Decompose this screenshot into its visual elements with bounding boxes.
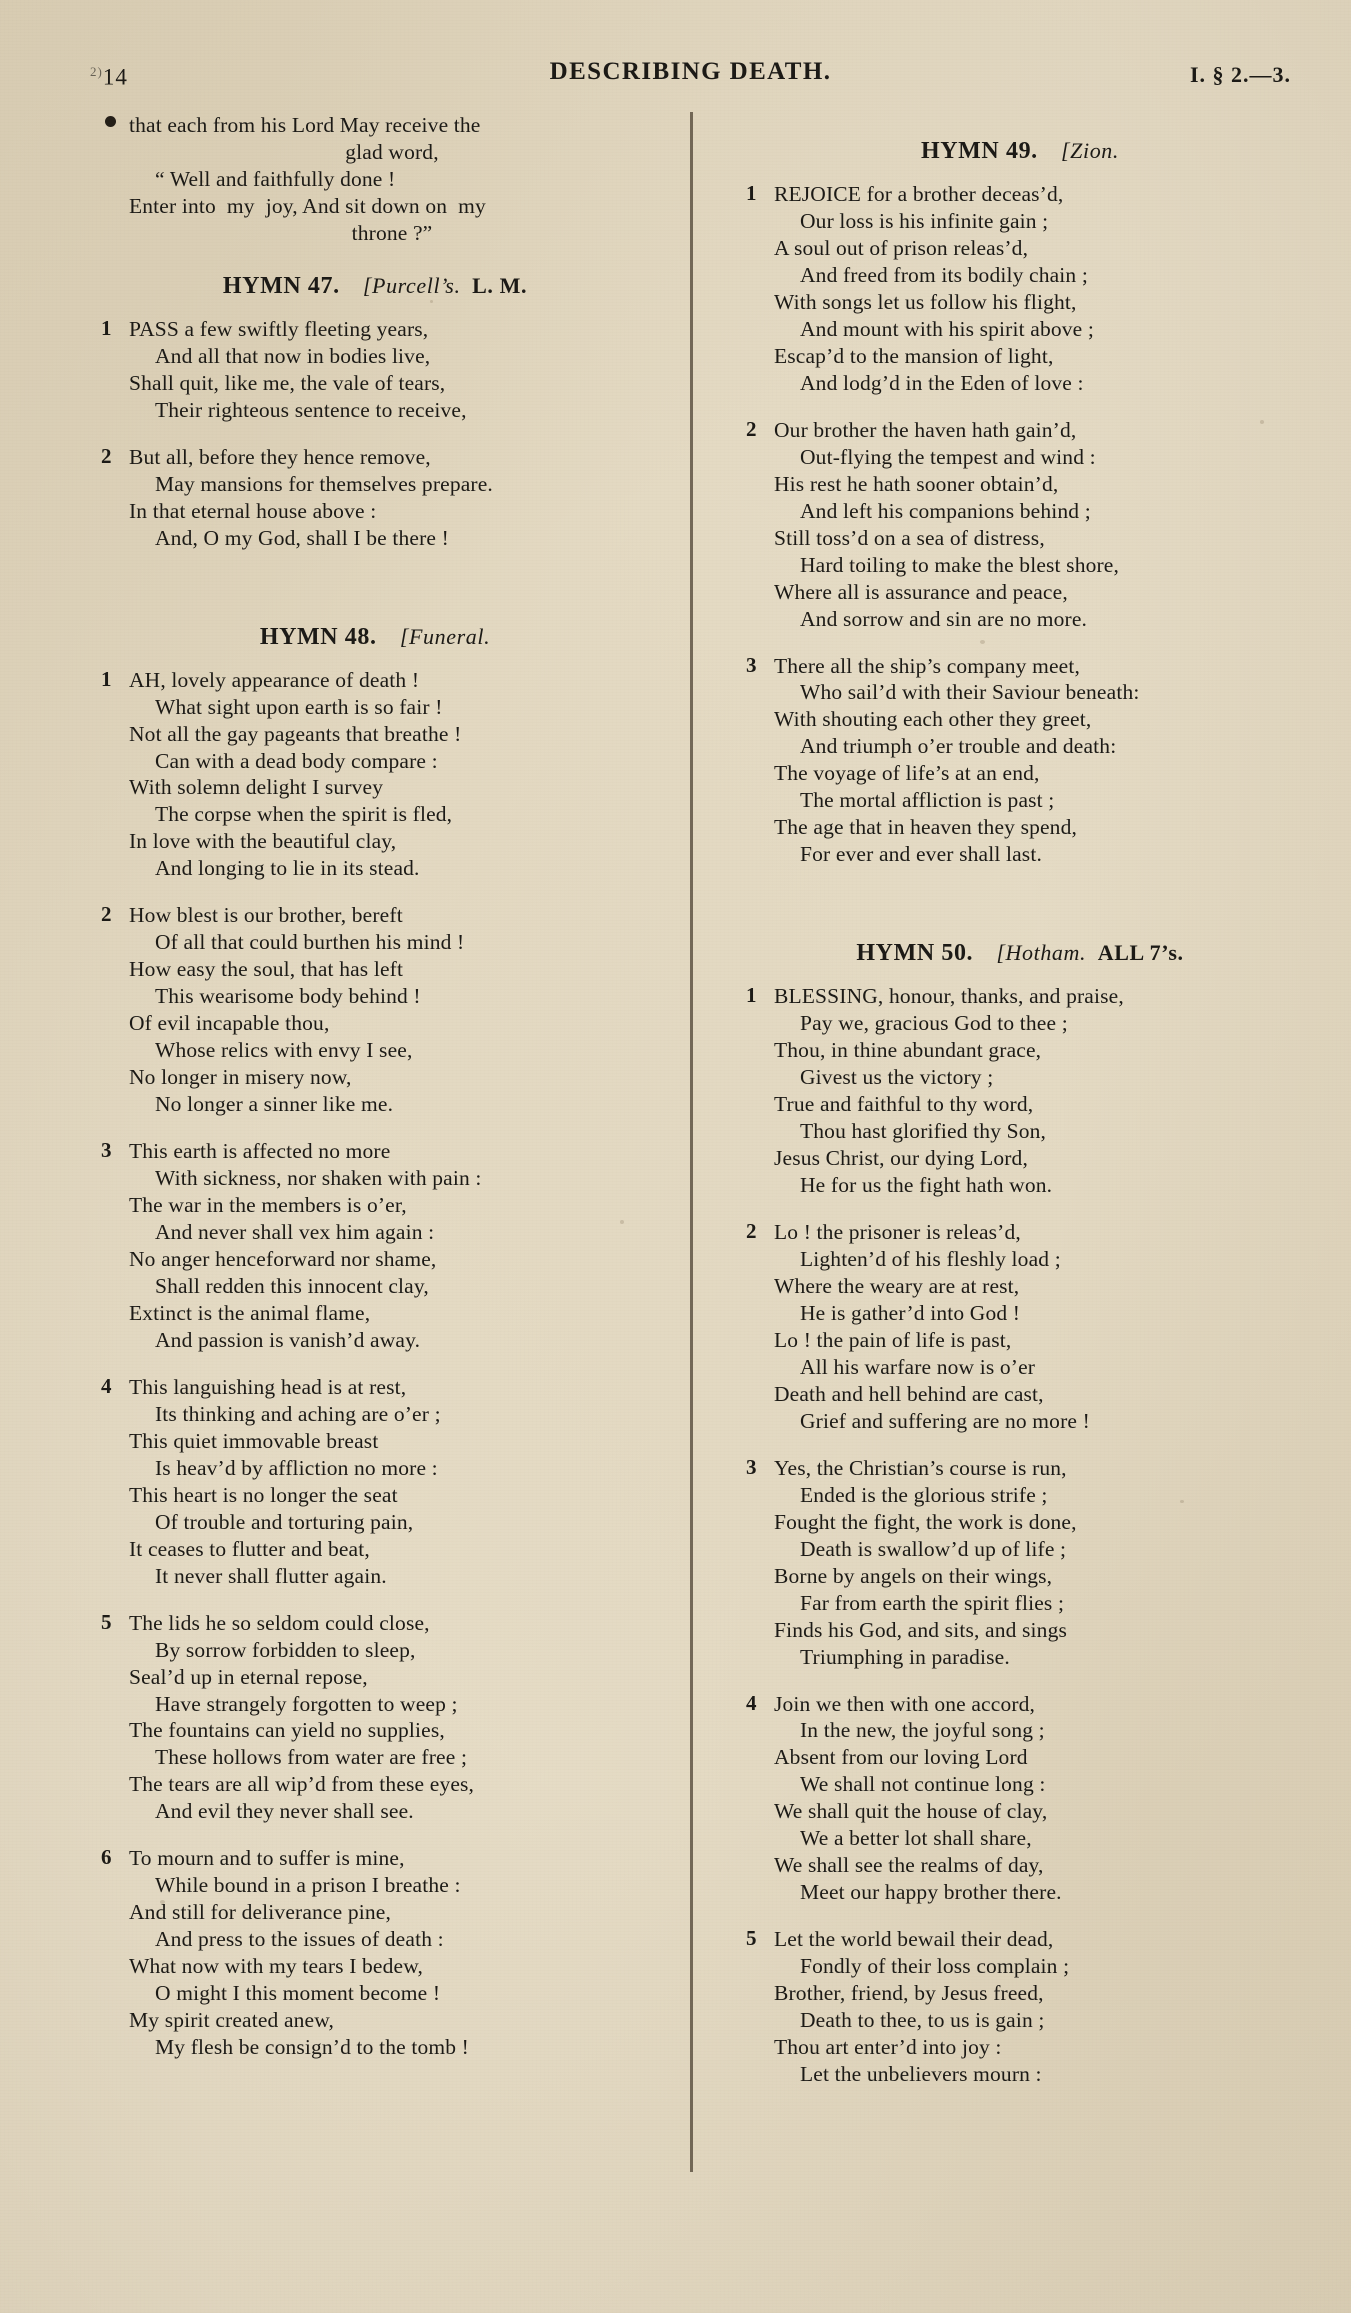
verse-line: Extinct is the animal flame, [129,1300,371,1325]
verse-line: Can with a dead body compare : [155,748,438,773]
stanza [740,1219,1300,1435]
verse-line: Who sail’d with their Saviour beneath: [800,680,1140,705]
verse-line: Ended is the glorious strife ; [800,1482,1048,1507]
verse-line: And never shall vex him again : [155,1220,435,1244]
running-title: DESCRIBING DEATH. [549,58,832,85]
text-body [0,112,1351,2293]
verse-line: Our loss is his infinite gain ; [800,208,1049,233]
stanza-number: 4 [101,1373,112,1398]
verse-line: There all the ship’s company meet, [774,653,1081,678]
verse-line: And longing to lie in its stead. [155,856,420,881]
spacer [740,2108,1300,2134]
verse-line: The corpse when the spirit is fled, [155,802,453,827]
verse-line: Let the world bewail their dead, [774,1927,1054,1952]
verse-line: Finds his God, and sits, and sings [774,1617,1067,1642]
verse-line: While bound in a prison I breathe : [155,1873,461,1898]
stanza-number: 3 [746,652,757,677]
verse-line: These hollows from water are free ; [155,1745,468,1770]
verse-line: It ceases to flutter and beat, [129,1536,370,1561]
page-header [90,58,1291,88]
verse-line: And freed from its bodily chain ; [800,262,1088,287]
verse-line: May mansions for themselves prepare. [155,471,493,496]
stanza [740,1455,1300,1671]
verse-line: By sorrow forbidden to sleep, [155,1637,416,1662]
verse-line: With sickness, nor shaken with pain : [155,1166,482,1191]
stanza-number: 2 [101,902,112,927]
verse-line: My flesh be consign’d to the tomb ! [155,2035,469,2060]
right-hymn-list [740,138,1300,2134]
verse-line: Shall quit, like me, the vale of tears, [129,370,446,395]
spacer [740,971,1300,983]
paragraph-bullet-icon [105,116,116,127]
verse-line: In that eternal house above : [129,498,377,523]
verse-line: To mourn and to suffer is mine, [129,1846,405,1871]
verse-line: We shall see the realms of day, [774,1853,1044,1878]
verse-line: And all that now in bodies live, [155,343,431,368]
verse-line: We a better lot shall share, [800,1826,1032,1851]
spacer [740,169,1300,181]
verse-line: In love with the beautiful clay, [129,829,397,854]
verse-line: This quiet immovable breast [129,1428,379,1453]
verse-line: But all, before they hence remove, [129,444,431,469]
stanza [740,1926,1300,2088]
stanza-number: 4 [746,1690,757,1715]
verse-line: No anger henceforward nor shame, [129,1246,437,1271]
stanza [740,653,1300,869]
verse-line: Still toss’d on a sea of distress, [774,525,1045,550]
verse-line: For ever and ever shall last. [800,842,1042,867]
verse-line: “ Well and faithfully done ! [155,166,396,191]
spacer [95,2081,655,2107]
verse-line: With solemn delight I survey [129,775,384,800]
hymn-heading [95,273,655,300]
stanza-number: 5 [746,1926,757,1951]
hymn-heading [95,624,655,651]
verse-line: No longer a sinner like me. [155,1092,394,1117]
verse-line: With songs let us follow his flight, [774,289,1077,314]
verse-line: Brother, friend, by Jesus freed, [774,1981,1044,2006]
right-column [740,112,1300,2293]
verse-line: AH, lovely appearance of death ! [129,667,420,692]
verse-line: Lo ! the pain of life is past, [774,1327,1012,1352]
verse-line: Hard toiling to make the blest shore, [800,552,1120,577]
verse-line: Let the unbelievers mourn : [800,2062,1042,2087]
stanza-number: 1 [101,666,112,691]
verse-line: And evil they never shall see. [155,1799,414,1824]
verse-line: Givest us the victory ; [800,1065,994,1090]
left-hymn-list [95,273,655,2107]
verse-line: The war in the members is o’er, [129,1193,407,1218]
verse-line: Triumphing in paradise. [800,1644,1010,1669]
verse-line: that each from his Lord May receive the [129,113,481,137]
verse-line: Fondly of their loss complain ; [800,1954,1070,1979]
hymn-tune-name: [Zion. [1037,138,1119,163]
hymn-tune-name: [Purcell’s. [339,272,461,298]
left-column [95,112,655,2293]
verse-line: The lids he so seldom could close, [129,1610,430,1635]
stanza [95,667,655,883]
verse-line: Of trouble and torturing pain, [155,1509,414,1534]
verse-line: Lighten’d of his fleshly load ; [800,1246,1061,1271]
verse-line: throne ?” [351,220,433,245]
verse-line: Thou hast glorified thy Son, [800,1119,1047,1144]
verse-line: The tears are all wip’d from these eyes, [129,1772,475,1797]
verse-line: This earth is affected no more [129,1139,391,1164]
hymn-number: HYMN 49. [920,138,1038,164]
verse-line: REJOICE for a brother deceas’d, [774,182,1064,206]
verse-line: The voyage of life’s at an end, [774,761,1040,786]
hymn-number: HYMN 48. [259,623,377,650]
verse-line: This heart is no longer the seat [129,1482,398,1507]
stanza-number: 3 [101,1138,112,1163]
signature-mark: I. § 2.—3. [1189,62,1291,87]
stanza-number: 3 [746,1454,757,1479]
verse-line: Of evil incapable thou, [129,1011,330,1036]
verse-line: Escap’d to the mansion of light, [774,343,1054,368]
verse-line: What sight upon earth is so fair ! [155,694,443,719]
verse-line: Out-flying the tempest and wind : [800,444,1096,469]
verse-line: A soul out of prison releas’d, [774,235,1029,260]
stanza-number: 2 [101,443,112,468]
stanza [95,444,655,552]
verse-line: And left his companions behind ; [800,498,1091,523]
stanza [740,181,1300,397]
stanza-number: 1 [101,315,112,340]
verse-line: And sorrow and sin are no more. [800,606,1088,631]
verse-line: Death and hell behind are cast, [774,1381,1044,1406]
stanza [740,417,1300,633]
verse-line: Where all is assurance and peace, [774,579,1068,604]
verse-line: Seal’d up in eternal repose, [129,1664,368,1689]
spacer [95,655,655,667]
stanza [95,1374,655,1590]
verse-line: glad word, [345,139,439,164]
stanza-number: 2 [746,416,757,441]
verse-line: How easy the soul, that has left [129,957,404,982]
verse-line: Is heav’d by affliction no more : [155,1455,438,1480]
verse-line: And press to the issues of death : [155,1927,444,1952]
verse-line: In the new, the joyful song ; [800,1718,1045,1743]
verse-line: The fountains can yield no supplies, [129,1718,445,1743]
stanza [740,983,1300,1199]
verse-line: Death is swallow’d up of life ; [800,1536,1067,1561]
verse-line: And mount with his spirit above ; [800,316,1094,341]
verse-line: And still for deliverance pine, [129,1900,391,1925]
hymn-meter: L. M. [460,272,528,298]
hymn-number: HYMN 47. [222,272,340,299]
verse-line: Their righteous sentence to receive, [155,397,467,422]
spacer [740,888,1300,914]
verse-line: What now with my tears I bedew, [129,1954,424,1979]
verse-line: Jesus Christ, our dying Lord, [774,1146,1028,1171]
verse-line: Fought the fight, the work is done, [774,1509,1077,1534]
spacer [95,572,655,598]
verse-line: Whose relics with envy I see, [155,1038,413,1063]
verse-line: He is gather’d into God ! [800,1300,1021,1325]
verse-line: All his warfare now is o’er [800,1354,1036,1379]
verse-line: Join we then with one accord, [774,1691,1036,1716]
stanza [95,1845,655,2061]
verse-line: The mortal affliction is past ; [800,788,1055,813]
verse-line: Thou art enter’d into joy : [774,2035,1002,2060]
verse-line: Where the weary are at rest, [774,1273,1020,1298]
verse-line: And passion is vanish’d away. [155,1327,421,1352]
verse-line: How blest is our brother, bereft [129,903,403,928]
hymn-number: HYMN 50. [856,940,974,967]
verse-line: Meet our happy brother there. [800,1880,1062,1905]
verse-line: And lodg’d in the Eden of love : [800,370,1084,395]
verse-line: And triumph o’er trouble and death: [800,734,1117,759]
verse-line: Grief and suffering are no more ! [800,1408,1090,1433]
hymn-heading [740,940,1300,967]
verse-line: It never shall flutter again. [155,1563,387,1588]
verse-line: He for us the fight hath won. [800,1173,1053,1198]
verse-line: Its thinking and aching are o’er ; [155,1401,441,1426]
stanza-number: 6 [101,1845,112,1870]
spacer [95,304,655,316]
verse-line: Yes, the Christian’s course is run, [774,1455,1067,1480]
verse-line: Pay we, gracious God to thee ; [800,1011,1068,1036]
verse-line: Thou, in thine abundant grace, [774,1038,1042,1063]
verse-line: True and faithful to thy word, [774,1092,1034,1117]
verse-line: Shall redden this innocent clay, [155,1273,429,1298]
hymn-meter: ALL 7’s. [1086,940,1184,966]
carryover-lines [95,112,655,247]
verse-line: The age that in heaven they spend, [774,815,1078,840]
stanza [95,1610,655,1826]
verse-line: Far from earth the spirit flies ; [800,1590,1065,1615]
verse-line: No longer in misery now, [129,1065,352,1090]
stanza-number: 1 [746,181,757,205]
verse-line: We shall quit the house of clay, [774,1799,1048,1824]
verse-line: This wearisome body behind ! [155,984,421,1009]
stanza [740,1691,1300,1907]
verse-line: Death to thee, to us is gain ; [800,2008,1045,2033]
carryover-stanza [95,112,655,247]
verse-line: Not all the gay pageants that breathe ! [129,721,462,746]
verse-line: And, O my God, shall I be there ! [155,525,449,550]
verse-line: O might I this moment become ! [155,1981,441,2006]
stanza-number: 1 [746,983,757,1008]
verse-line: This languishing head is at rest, [129,1374,407,1399]
verse-line: We shall not continue long : [800,1772,1046,1797]
stanza-number: 2 [746,1219,757,1243]
verse-line: Of all that could burthen his mind ! [155,930,465,955]
stanza [95,316,655,424]
folio-number-text: 14 [102,64,128,90]
stanza [95,1138,655,1354]
hymn-tune-name: [Hotham. [973,940,1087,966]
verse-line: His rest he hath sooner obtain’d, [774,471,1059,496]
stanza [95,902,655,1118]
verse-line: PASS a few swiftly fleeting years, [129,316,429,341]
verse-line: With shouting each other they greet, [774,707,1092,732]
verse-line: Enter into my joy, And sit down on my [129,193,486,218]
verse-line: Lo ! the prisoner is releas’d, [774,1220,1021,1244]
folio-mark: 2) [90,64,103,79]
verse-line: Our brother the haven hath gain’d, [774,417,1077,442]
stanza-number: 5 [101,1609,112,1634]
hymn-heading [740,138,1300,165]
verse-line: My spirit created anew, [129,2008,335,2033]
verse-line: Have strangely forgotten to weep ; [155,1691,458,1716]
verse-line: Absent from our loving Lord [774,1745,1028,1770]
verse-line: BLESSING, honour, thanks, and praise, [774,984,1124,1009]
hymn-tune-name: [Funeral. [376,623,491,649]
verse-line: Borne by angels on their wings, [774,1563,1053,1588]
